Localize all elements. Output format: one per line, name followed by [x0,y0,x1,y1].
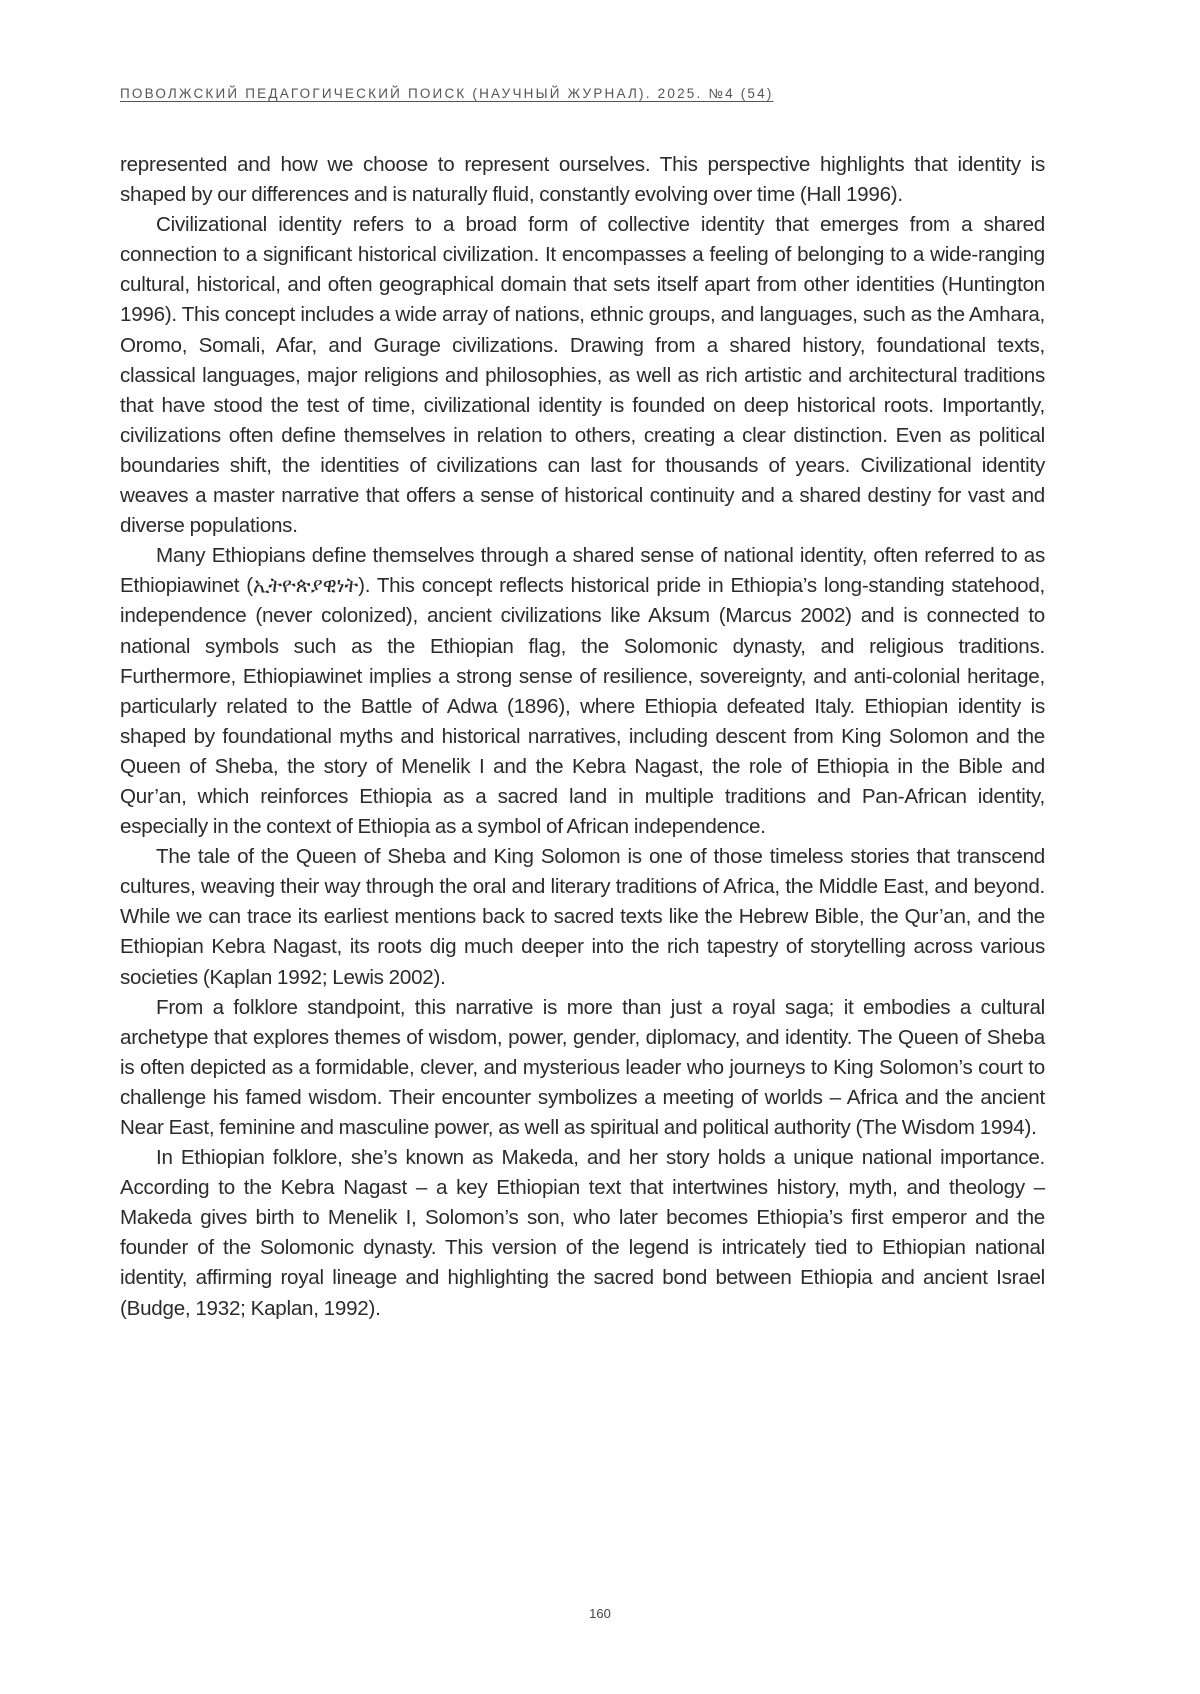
paragraph: Many Ethiopians define themselves through a shared sense of national identity, often referred to as Ethiopiawinet (ኢትዮጵያዊነት). This concept reflects historical pride in Ethiopia’s long-standing statehood, independence (never colonized), ancient civilizations like Aksum (Marcus 2002) and is connected to national symbols such as the Ethiopian flag, the Solomonic dynasty, and religious traditions. Furthermore, Ethiopiawinet implies a strong sense of resilience, sovereignty, and anti-colonial heritage, particularly related to the Battle of Adwa (1896), where Ethiopia defeated Italy. Ethiopian identity is shaped by foundational myths and historical narratives, including descent from King Solomon and the Queen of Sheba, the story of Menelik I and the Kebra Nagast, the role of Ethiopia in the Bible and Qur’an, which reinforces Ethiopia as a sacred land in multiple traditions and Pan-African identity, especially in the context of Ethiopia as a symbol of African independence. [120,544,1045,839]
paragraph: Civilizational identity refers to a broad form of collective identity that emerges from a shared connection to a significant historical civilization. It encompasses a feeling of belonging to a wide-ranging cultural, historical, and often geographical domain that sets itself apart from other identities (Huntington 1996). This concept includes a wide array of nations, ethnic groups, and languages, such as the Amhara, Oromo, Somali, Afar, and Gurage civilizations. Drawing from a shared history, foundational texts, classical languages, major religions and philosophies, as well as rich artistic and architectural traditions that have stood the test of time, civilizational identity is founded on deep historical roots. Importantly, civilizations often define themselves in relation to others, creating a clear distinction. Even as political boundaries shift, the identities of civilizations can last for thousands of years. Civilizational identity weaves a master narrative that offers a sense of historical continuity and a shared destiny for vast and diverse populations. [120,213,1045,538]
paragraph: In Ethiopian folklore, she’s known as Makeda, and her story holds a unique national importance. According to the Kebra Nagast – a key Ethiopian text that intertwines history, myth, and theology – Makeda gives birth to Menelik I, Solomon’s son, who later becomes Ethiopia’s first emperor and the founder of the Solomonic dynasty. This version of the legend is intricately tied to Ethiopian national identity, affirming royal lineage and highlighting the sacred bond between Ethiopia and ancient Israel (Budge, 1932; Kaplan, 1992). [120,1146,1045,1320]
page-number: 160 [589,1606,611,1621]
running-header: ПОВОЛЖСКИЙ ПЕДАГОГИЧЕСКИЙ ПОИСК (НАУЧНЫЙ ЖУРНАЛ). 2025. №4 (54) [120,86,774,101]
paragraph: The tale of the Queen of Sheba and King Solomon is one of those timeless stories that transcend cultures, weaving their way through the oral and literary traditions of Africa, the Middle East, and beyond. While we can trace its earliest mentions back to sacred texts like the Hebrew Bible, the Qur’an, and the Ethiopian Kebra Nagast, its roots dig much deeper into the rich tapestry of storytelling across various societies (Kaplan 1992; Lewis 2002). [120,845,1045,989]
paragraph: From a folklore standpoint, this narrative is more than just a royal saga; it embodies a cultural archetype that explores themes of wisdom, power, gender, diplomacy, and identity. The Queen of Sheba is often depicted as a formidable, clever, and mysterious leader who journeys to King Solomon’s court to challenge his famed wisdom. Their encounter symbolizes a meeting of worlds – Africa and the ancient Near East, feminine and masculine power, as well as spiritual and political authority (The Wisdom 1994). [120,995,1045,1139]
article-body [120,150,1045,1324]
paragraph: represented and how we choose to represent ourselves. This perspective highlights that identity is shaped by our differences and is naturally fluid, constantly evolving over time (Hall 1996). [120,153,1045,207]
